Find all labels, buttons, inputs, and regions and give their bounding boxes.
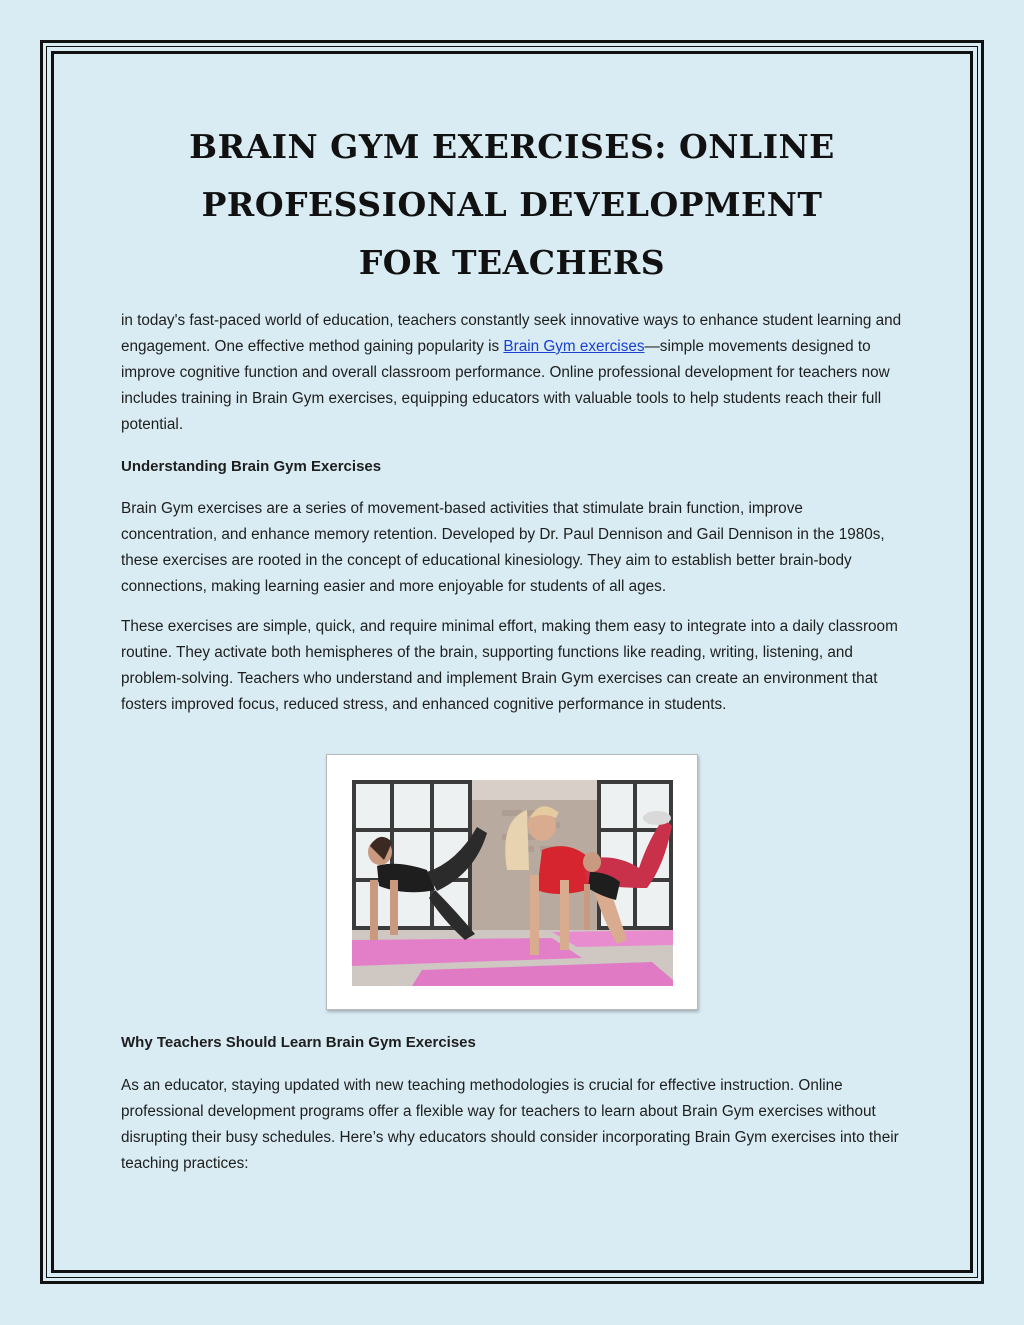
paragraph: Brain Gym exercises are a series of movement-based activities that stimulate brain function, improve concentration, and enhance memory retention. Developed by Dr. Paul Dennison and Gail Dennison in the 1980s, these exercises are rooted in the concept of educational kinesiology. They aim to establish better brain-body connections, making learning easier and more enjoyable for students of all ages. [121,500,885,595]
paragraph: These exercises are simple, quick, and require minimal effort, making them easy to integrate into a daily classroom routine. They activate both hemispheres of the brain, supporting functions like reading, writing, listening, and problem-solving. Teachers who understand and implement Brain Gym exercises can create an environment that fosters improved focus, reduced stress, and enhanced cognitive performance in students. [121,618,898,713]
exercise-class-photo [352,780,673,986]
section-heading-understanding: Understanding Brain Gym Exercises [121,458,382,475]
women-exercising-illustration [352,780,673,986]
intro-text-end: —simple movements designed to improve cognitive function and overall classroom performance. Online professional development for teachers now includes training in Brain Gym exercises, equipping educators with valuable tools to help students reach their full potential. [121,338,890,433]
brain-gym-exercises-link[interactable]: Brain Gym exercises [503,338,645,355]
paragraph: As an educator, staying updated with new teaching methodologies is crucial for effective instruction. Online professional development programs offer a flexible way for teachers to learn about Brain Gym exercises without disrupting their busy schedules. Here’s why educators should consider incorporating Brain Gym exercises into their teaching practices: [121,1077,899,1172]
intro-paragraph [121,308,903,438]
photo-frame [326,754,698,1010]
intro-text-start: in today's fast-paced world of education, teachers constantly seek innovative ways to enhance student learning and engagement. One effective method gaining popularity is [121,312,902,355]
section-heading-why: Why Teachers Should Learn Brain Gym Exercises [121,1034,476,1051]
document-body [121,118,903,1177]
page-title: BRAIN GYM EXERCISES: ONLINE PROFESSIONAL DEVELOPMENT FOR TEACHERS [189,127,835,282]
